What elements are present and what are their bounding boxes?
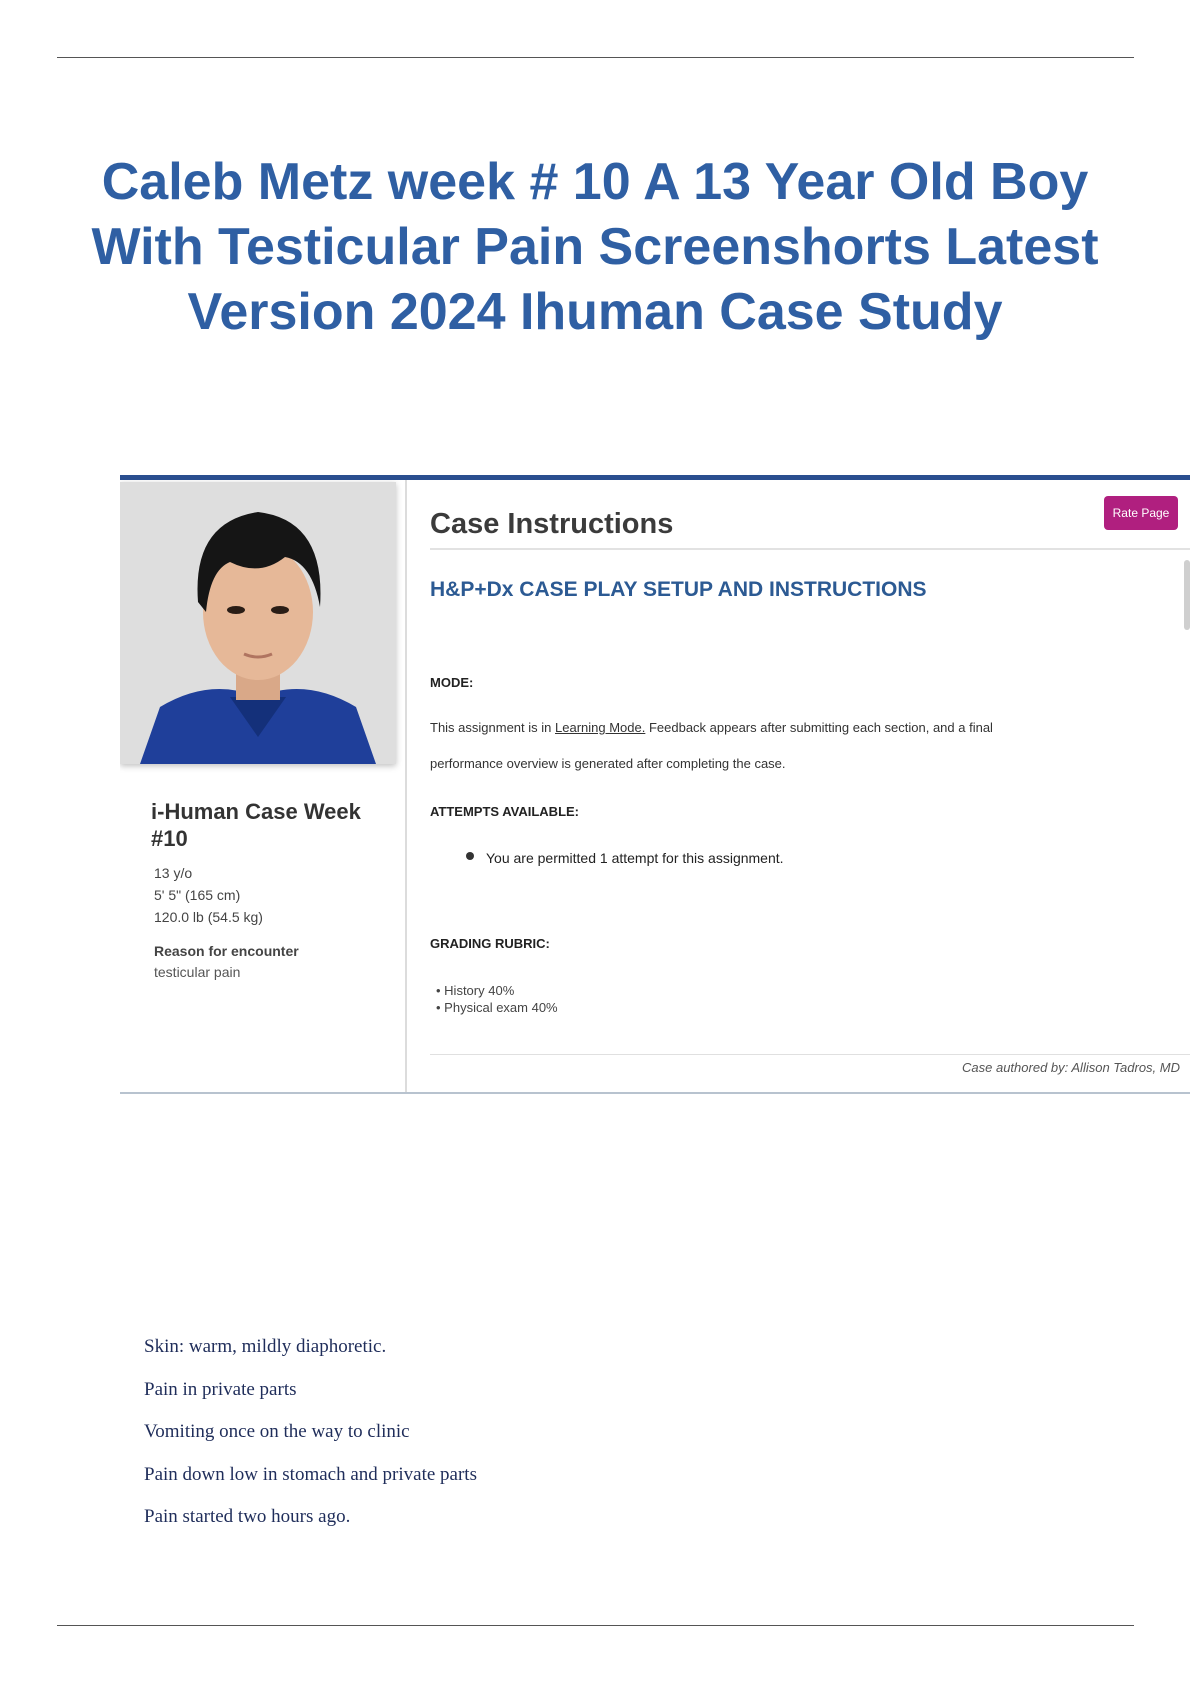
note-line: Pain in private parts [144, 1378, 297, 1400]
attempts-label: ATTEMPTS AVAILABLE: [430, 804, 580, 819]
note-line: Skin: warm, mildly diaphoretic. [144, 1336, 387, 1357]
bullet-icon [466, 852, 474, 860]
case-screenshot [120, 475, 1190, 1094]
bottom-rule [57, 1625, 1134, 1626]
case-instructions-title: Case Instructions [430, 508, 674, 540]
instructions-panel [406, 480, 1190, 1092]
rate-page-button[interactable]: Rate Page [1104, 496, 1178, 530]
patient-avatar-image [120, 482, 396, 764]
patient-height: 5' 5" (165 cm) [154, 887, 241, 903]
patient-panel [120, 480, 407, 1092]
patient-age: 13 y/o [154, 865, 193, 881]
patient-stats [154, 862, 263, 928]
reason-label: Reason for encounter [154, 943, 299, 959]
author-divider [430, 1054, 1190, 1055]
mode-label: MODE: [430, 675, 474, 690]
patient-portrait [120, 482, 396, 764]
reason-value: testicular pain [154, 964, 241, 980]
learning-mode-link[interactable]: Learning Mode. [555, 720, 646, 735]
note-line: Pain down low in stomach and private parts [144, 1463, 477, 1485]
grading-list [436, 982, 558, 1016]
mode-text-prefix: This assignment is in [430, 720, 555, 735]
mode-text-line2: performance overview is generated after completing the case. [430, 756, 786, 771]
list-item: • History 40% [436, 982, 558, 999]
mode-text-suffix: Feedback appears after submitting each section, and a final [645, 720, 993, 735]
case-name: i-Human Case Week #10 [151, 799, 361, 851]
patient-weight: 120.0 lb (54.5 kg) [154, 909, 263, 925]
attempts-text: You are permitted 1 attempt for this assignment. [486, 850, 784, 866]
attempts-bullet [466, 850, 784, 866]
title-divider [430, 548, 1190, 550]
note-line: Vomiting once on the way to clinic [144, 1421, 410, 1442]
document-title: Caleb Metz week # 10 A 13 Year Old Boy With Testicular Pain Screenshorts Latest Version 2024 Ihuman Case Study [91, 153, 1099, 341]
list-item: • Physical exam 40% [436, 999, 558, 1016]
top-rule [57, 57, 1134, 58]
case-author: Case authored by: Allison Tadros, MD [962, 1060, 1180, 1075]
setup-heading: H&P+Dx CASE PLAY SETUP AND INSTRUCTIONS [430, 578, 927, 601]
note-line: Pain started two hours ago. [144, 1506, 351, 1527]
mode-text-line1 [430, 720, 993, 735]
scrollbar[interactable] [1184, 560, 1190, 630]
clinical-notes [144, 1326, 477, 1539]
grading-label: GRADING RUBRIC: [430, 936, 550, 951]
